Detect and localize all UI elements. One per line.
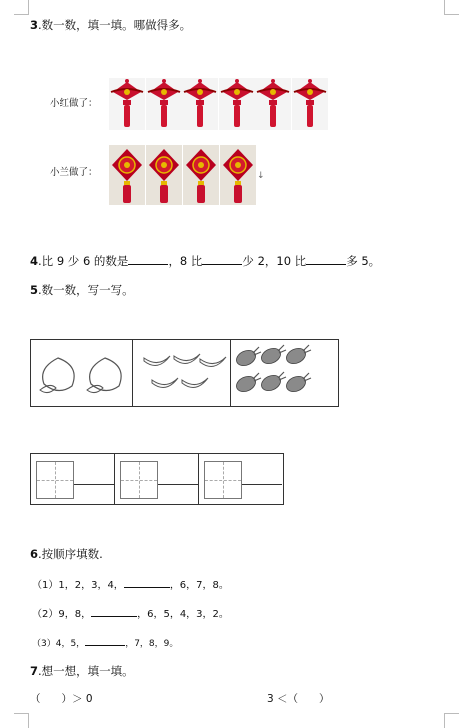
pineapple-icon [234, 347, 261, 369]
sequence-1-after: ，6，7，8。 [169, 580, 229, 591]
sequence-line-1 [32, 577, 229, 593]
peach-group [40, 358, 121, 393]
compare-left[interactable]: （ ）＞ 0 [30, 693, 93, 705]
compare-right[interactable]: 3 ＜（ ） [267, 693, 330, 705]
sequence-blank-2[interactable] [91, 606, 137, 617]
answer-blank-3[interactable] [306, 254, 346, 265]
chinese-knot-icon [255, 78, 291, 130]
chinese-knot-icon [146, 78, 182, 130]
xiaolan-label: 小兰做了： [50, 167, 98, 178]
question-7-number: 7 [30, 664, 39, 678]
fruit-picture-box [30, 339, 339, 407]
banana-group [144, 354, 226, 387]
sequence-1-before: （1）1，2，3，4， [32, 580, 124, 591]
banana-icon [152, 378, 178, 387]
chinese-lantern-icon [220, 145, 256, 205]
banana-icon [182, 378, 208, 387]
pineapple-icon [259, 372, 286, 394]
pineapple-icon [284, 373, 311, 395]
question-4-part-4: 多 5。 [346, 254, 381, 268]
tian-grid-box-peach[interactable] [36, 461, 74, 499]
question-6-title [30, 547, 103, 561]
crop-mark-top-left [14, 0, 29, 15]
question-5-text: .数一数，写一写。 [38, 283, 134, 297]
chinese-lantern-icon [146, 145, 182, 205]
pineapple-icon [234, 373, 261, 395]
crop-mark-top-right [444, 0, 459, 15]
crop-mark-bottom-left [14, 713, 29, 728]
chinese-knot-icon [182, 78, 218, 130]
question-3-title [30, 18, 191, 32]
chinese-knot-icon [292, 78, 328, 130]
sequence-blank-1[interactable] [124, 577, 170, 588]
sequence-line-2 [32, 606, 229, 622]
xiaohong-label: 小红做了： [50, 98, 98, 109]
sequence-2-after: ，6，5，4，3，2。 [137, 609, 229, 620]
writing-divider [114, 454, 115, 504]
pineapple-icon [259, 345, 286, 367]
banana-icon [174, 354, 200, 363]
paragraph-mark: ↓ [257, 171, 265, 181]
question-4-number: 4 [30, 254, 39, 268]
question-7-text: .想一想，填一填。 [38, 664, 134, 678]
question-4-part-1: .比 9 少 6 的数是 [38, 254, 129, 268]
question-4-part-2: ，8 比 [168, 254, 203, 268]
answer-blank-1[interactable] [128, 254, 168, 265]
question-7-title [30, 664, 134, 678]
sequence-2-before: （2）9，8， [32, 609, 92, 620]
question-4-part-3: 少 2，10 比 [242, 254, 307, 268]
crop-mark-bottom-right [444, 713, 459, 728]
banana-icon [144, 356, 170, 365]
writing-line [158, 484, 198, 485]
question-6-number: 6 [30, 547, 39, 561]
writing-line [242, 484, 282, 485]
pineapple-group [234, 345, 311, 395]
tian-grid-box-pineapple[interactable] [204, 461, 242, 499]
question-5-title [30, 283, 134, 297]
writing-divider [198, 454, 199, 504]
answer-writing-box [30, 453, 284, 505]
fruit-drawings [31, 340, 338, 406]
sequence-line-3 [32, 635, 178, 651]
tian-grid-box-banana[interactable] [120, 461, 158, 499]
chinese-knot-icon [109, 78, 145, 130]
writing-line [74, 484, 114, 485]
question-3-number: 3 [30, 18, 39, 32]
sequence-blank-3[interactable] [85, 635, 125, 646]
question-6-text: .按顺序填数. [38, 547, 103, 561]
chinese-lantern-icon [183, 145, 219, 205]
sequence-3-after: ，7，8，9。 [125, 639, 179, 649]
chinese-lantern-icon [109, 145, 145, 205]
pineapple-icon [284, 345, 311, 367]
answer-blank-2[interactable] [202, 254, 242, 265]
chinese-knot-icon [219, 78, 255, 130]
question-3-text: .数一数，填一填。哪做得多。 [38, 18, 192, 32]
question-5-number: 5 [30, 283, 39, 297]
sequence-3-before: （3）4，5， [32, 639, 86, 649]
banana-icon [200, 357, 226, 366]
question-4 [30, 254, 380, 268]
